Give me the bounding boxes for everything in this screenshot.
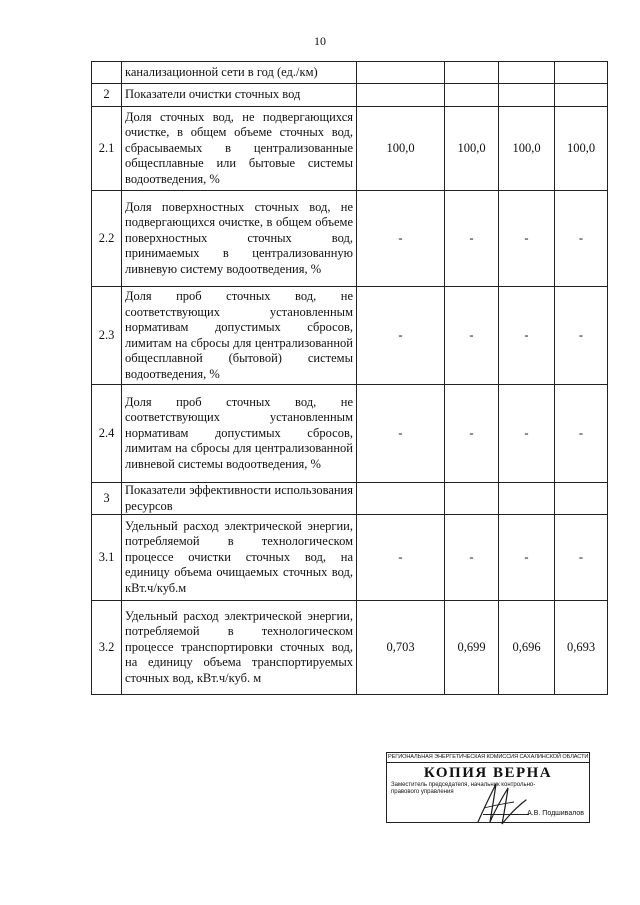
value-cell [357,84,445,107]
value-cell: - [445,191,499,287]
stamp-header: РЕГИОНАЛЬНАЯ ЭНЕРГЕТИЧЕСКАЯ КОМИССИЯ САХАЛИНСКОЙ ОБЛАСТИ [387,753,589,763]
value-cell: - [499,287,555,385]
row-number: 3.1 [92,515,122,601]
value-cell [555,84,608,107]
value-cell [357,62,445,84]
value-cell: 0,693 [555,601,608,695]
stamp-title: КОПИЯ ВЕРНА [423,765,553,781]
row-description: Удельный расход электрической энергии, потребляемой в технологическом процессе очистки сточных вод, на единицу объема очищаемых сточных вод, кВт.ч/куб.м [122,515,357,601]
value-cell: - [499,191,555,287]
row-number [92,62,122,84]
row-number: 3.2 [92,601,122,695]
value-cell: 100,0 [499,107,555,191]
value-cell: - [555,385,608,483]
handwritten-signature [470,778,530,828]
value-cell [555,483,608,515]
table-row [92,515,608,601]
table-row [92,191,608,287]
stamp-name: А.В. Подшивалов [527,810,584,817]
row-description: Доля проб сточных вод, не соответствующих установленным нормативам допустимых сбросов, лимитам на сбросы для централизованной общесплавной (бытовой) системы водоотведения, % [122,287,357,385]
value-cell: - [357,385,445,483]
value-cell [499,62,555,84]
value-cell [555,62,608,84]
table-row [92,483,608,515]
value-cell: - [555,287,608,385]
value-cell [445,84,499,107]
value-cell: - [555,191,608,287]
value-cell [445,62,499,84]
value-cell: - [445,385,499,483]
table-row [92,601,608,695]
table-row [92,385,608,483]
value-cell: 0,699 [445,601,499,695]
row-number: 3 [92,483,122,515]
row-number: 2.1 [92,107,122,191]
table-row [92,84,608,107]
value-cell: - [357,515,445,601]
table-row [92,287,608,385]
value-cell: 0,696 [499,601,555,695]
row-number: 2 [92,84,122,107]
indicators-table [91,61,608,695]
value-cell: - [555,515,608,601]
value-cell [499,84,555,107]
row-description: Удельный расход электрической энергии, потребляемой в технологическом процессе транспортировки сточных вод, на единицу объема транспортируемых сточных вод, кВт.ч/куб. м [122,601,357,695]
row-description: Показатели очистки сточных вод [122,84,357,107]
value-cell [357,483,445,515]
value-cell: 100,0 [357,107,445,191]
value-cell: 100,0 [555,107,608,191]
table-row [92,62,608,84]
row-description: Доля проб сточных вод, не соответствующих установленным нормативам допустимых сбросов, лимитам на сбросы для централизованной ливневой системы водоотведения, % [122,385,357,483]
value-cell: - [499,385,555,483]
value-cell: - [357,191,445,287]
row-number: 2.4 [92,385,122,483]
value-cell: 0,703 [357,601,445,695]
table-row [92,107,608,191]
row-number: 2.2 [92,191,122,287]
value-cell [499,483,555,515]
row-description: Доля поверхностных сточных вод, не подвергающихся очистке, в общем объеме поверхностных сточных вод, принимаемых в централизованную ливневую систему водоотведения, % [122,191,357,287]
row-description: Показатели эффективности использования ресурсов [122,483,357,515]
value-cell: - [357,287,445,385]
stamp-position: Заместитель председателя, начальник контрольно-правового управления [391,782,536,795]
value-cell: - [499,515,555,601]
row-description: канализационной сети в год (ед./км) [122,62,357,84]
value-cell: - [445,287,499,385]
value-cell [445,483,499,515]
row-number: 2.3 [92,287,122,385]
page-number: 10 [314,34,326,48]
row-description: Доля сточных вод, не подвергающихся очистке, в общем объеме сточных вод, сбрасываемых в централизованные общесплавные или бытовые системы водоотведения, % [122,107,357,191]
value-cell: - [445,515,499,601]
value-cell: 100,0 [445,107,499,191]
